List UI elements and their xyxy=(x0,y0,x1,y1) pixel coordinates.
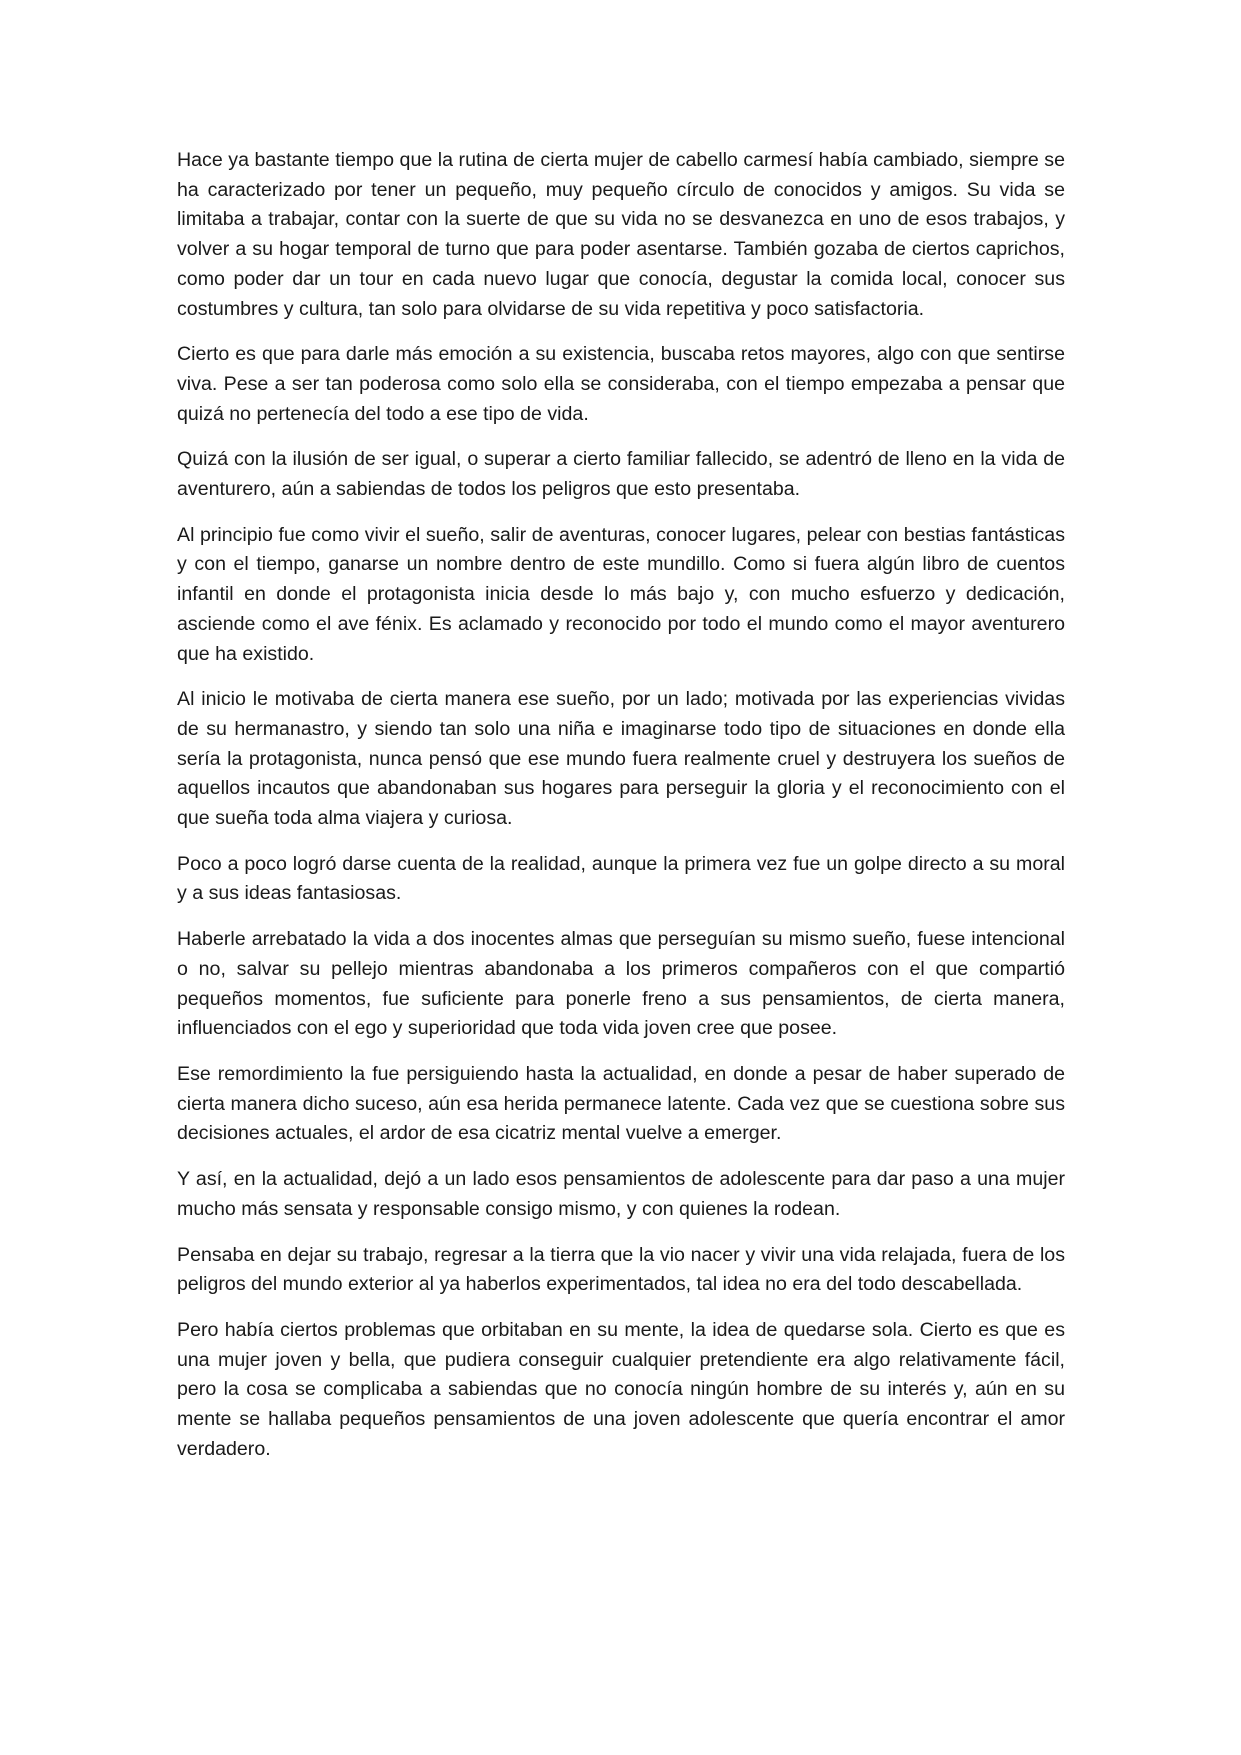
paragraph-7: Haberle arrebatado la vida a dos inocentes almas que perseguían su mismo sueño, fuese intencional o no, salvar su pellejo mientras abandonaba a los primeros compañeros con el que compartió pequeños momentos, fue suficiente para ponerle freno a sus pensamientos, de cierta manera, influenciados con el ego y superioridad que toda vida joven cree que posee. xyxy=(177,928,1065,1040)
paragraph-2: Cierto es que para darle más emoción a su existencia, buscaba retos mayores, algo con que sentirse viva. Pese a ser tan poderosa como solo ella se consideraba, con el tiempo empezaba a pensar que quizá no pertenecía del todo a ese tipo de vida. xyxy=(177,343,1065,425)
paragraph-6: Poco a poco logró darse cuenta de la realidad, aunque la primera vez fue un golpe directo a su moral y a sus ideas fantasiosas. xyxy=(177,852,1065,905)
paragraph-10: Pensaba en dejar su trabajo, regresar a la tierra que la vio nacer y vivir una vida relajada, fuera de los peligros del mundo exterior al ya haberlos experimentados, tal idea no era del todo descabellada. xyxy=(177,1243,1065,1296)
paragraph-1: Hace ya bastante tiempo que la rutina de cierta mujer de cabello carmesí había cambiado, siempre se ha caracterizado por tener un pequeño, muy pequeño círculo de conocidos y amigos. Su vida se limitaba a trabajar, contar con la suerte de que su vida no se desvanezca en uno de esos trabajos, y volver a su hogar temporal de turno que para poder asentarse. También gozaba de ciertos caprichos, como poder dar un tour en cada nuevo lugar que conocía, degustar la comida local, conocer sus costumbres y cultura, tan solo para olvidarse de su vida repetitiva y poco satisfactoria. xyxy=(177,149,1065,320)
paragraph-9: Y así, en la actualidad, dejó a un lado esos pensamientos de adolescente para dar paso a una mujer mucho más sensata y responsable consigo mismo, y con quienes la rodean. xyxy=(177,1168,1065,1220)
document-body xyxy=(177,146,1065,1480)
paragraph-3: Quizá con la ilusión de ser igual, o superar a cierto familiar fallecido, se adentró de lleno en la vida de aventurero, aún a sabiendas de todos los peligros que esto presentaba. xyxy=(177,448,1065,501)
paragraph-5: Al inicio le motivaba de cierta manera ese sueño, por un lado; motivada por las experiencias vividas de su hermanastro, y siendo tan solo una niña e imaginarse todo tipo de situaciones en donde ella sería la protagonista, nunca pensó que ese mundo fuera realmente cruel y destruyera los sueños de aquellos incautos que abandonaban sus hogares para perseguir la gloria y el reconocimiento con el que sueña toda alma viajera y curiosa. xyxy=(177,688,1065,830)
paragraph-4: Al principio fue como vivir el sueño, salir de aventuras, conocer lugares, pelear con bestias fantásticas y con el tiempo, ganarse un nombre dentro de este mundillo. Como si fuera algún libro de cuentos infantil en donde el protagonista inicia desde lo más bajo y, con mucho esfuerzo y dedicación, asciende como el ave fénix. Es aclamado y reconocido por todo el mundo como el mayor aventurero que ha existido. xyxy=(177,523,1065,665)
paragraph-11: Pero había ciertos problemas que orbitaban en su mente, la idea de quedarse sola. Cierto es que es una mujer joven y bella, que pudiera conseguir cualquier pretendiente era algo relativamente fácil, pero la cosa se complicaba a sabiendas que no conocía ningún hombre de su interés y, aún en su mente se hallaba pequeños pensamientos de una joven adolescente que quería encontrar el amor verdadero. xyxy=(177,1318,1065,1460)
paragraph-8: Ese remordimiento la fue persiguiendo hasta la actualidad, en donde a pesar de haber superado de cierta manera dicho suceso, aún esa herida permanece latente. Cada vez que se cuestiona sobre sus decisiones actuales, el ardor de esa cicatriz mental vuelve a emerger. xyxy=(177,1062,1065,1145)
